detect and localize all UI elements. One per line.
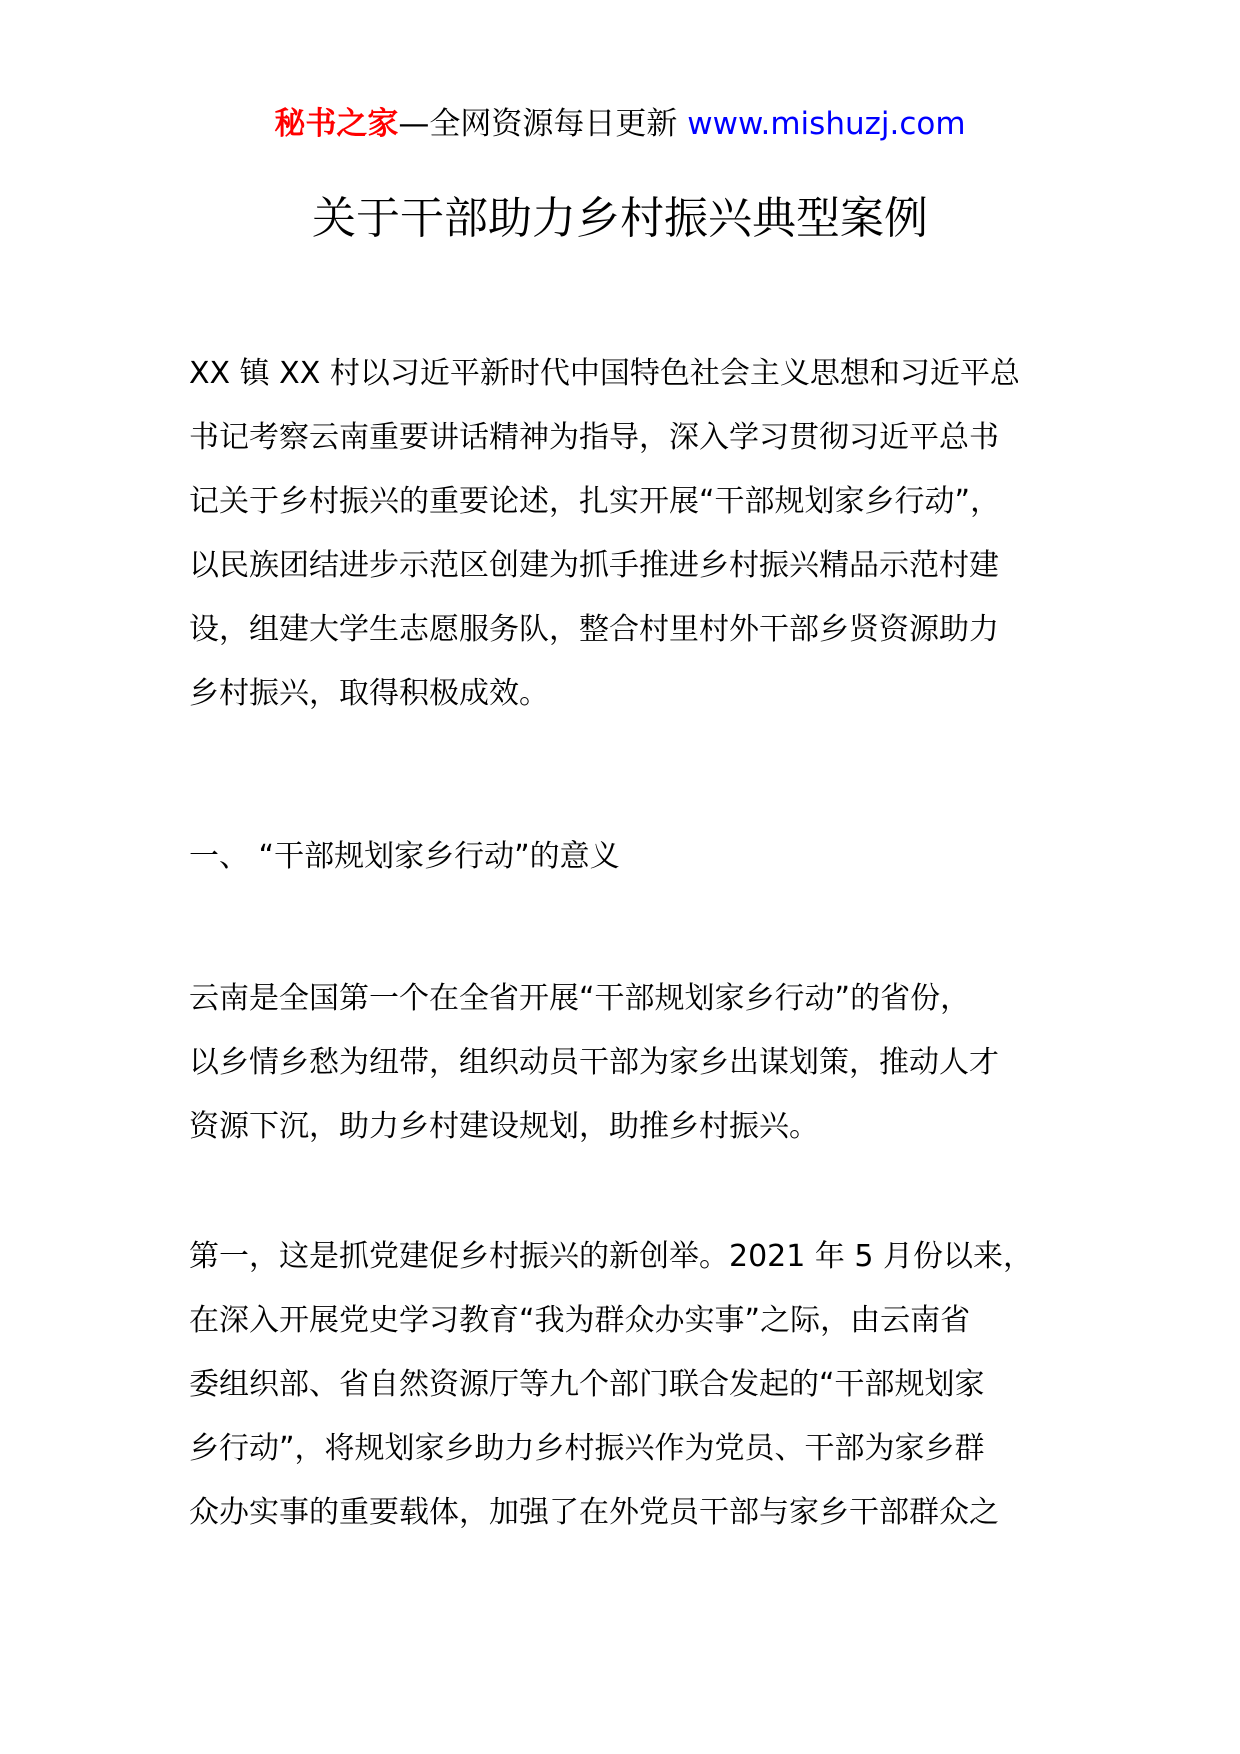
paragraph-significance [189, 967, 1069, 1159]
text-line: 在深入开展党史学习教育“我为群众办实事”之际，由云南省 [189, 1303, 971, 1338]
text-line: 委组织部、省自然资源厅等九个部门联合发起的“干部规划家 [189, 1367, 985, 1402]
text-line: 记关于乡村振兴的重要论述，扎实开展“干部规划家乡行动”， [189, 484, 1001, 519]
text-line: 第一，这是抓党建促乡村振兴的新创举。2021 年 5 月份以来， [189, 1239, 1034, 1274]
document-title: 关于干部助力乡村振兴典型案例 [312, 193, 928, 244]
brand-name: 秘书之家 [274, 106, 399, 142]
text-line: XX 镇 XX 村以习近平新时代中国特色社会主义思想和习近平总 [189, 356, 1020, 391]
section-heading-1 [189, 825, 1069, 889]
text-line: 设，组建大学生志愿服务队，整合村里村外干部乡贤资源助力 [189, 612, 999, 647]
text-line: 书记考察云南重要讲话精神为指导，深入学习贯彻习近平总书 [189, 420, 999, 455]
site-url-link[interactable]: www.mishuzj.com [687, 106, 966, 142]
paragraph-first-point [189, 1225, 1069, 1545]
paragraph-intro [189, 342, 1069, 726]
text-line: 众办实事的重要载体，加强了在外党员干部与家乡干部群众之 [189, 1495, 999, 1530]
text-line: 云南是全国第一个在全省开展“干部规划家乡行动”的省份， [189, 981, 971, 1016]
text-line: 以民族团结进步示范区创建为抓手推进乡村振兴精品示范村建 [189, 548, 999, 583]
text-line: 资源下沉，助力乡村建设规划，助推乡村振兴。 [189, 1109, 819, 1144]
site-header [0, 102, 1240, 146]
text-line: 乡村振兴，取得积极成效。 [189, 676, 549, 711]
text-line: 乡行动”，将规划家乡助力乡村振兴作为党员、干部为家乡群 [189, 1431, 985, 1466]
section-heading-text: 一、 “干部规划家乡行动”的意义 [189, 839, 620, 874]
header-slogan: —全网资源每日更新 [398, 106, 678, 142]
text-line: 以乡情乡愁为纽带，组织动员干部为家乡出谋划策，推动人才 [189, 1045, 999, 1080]
